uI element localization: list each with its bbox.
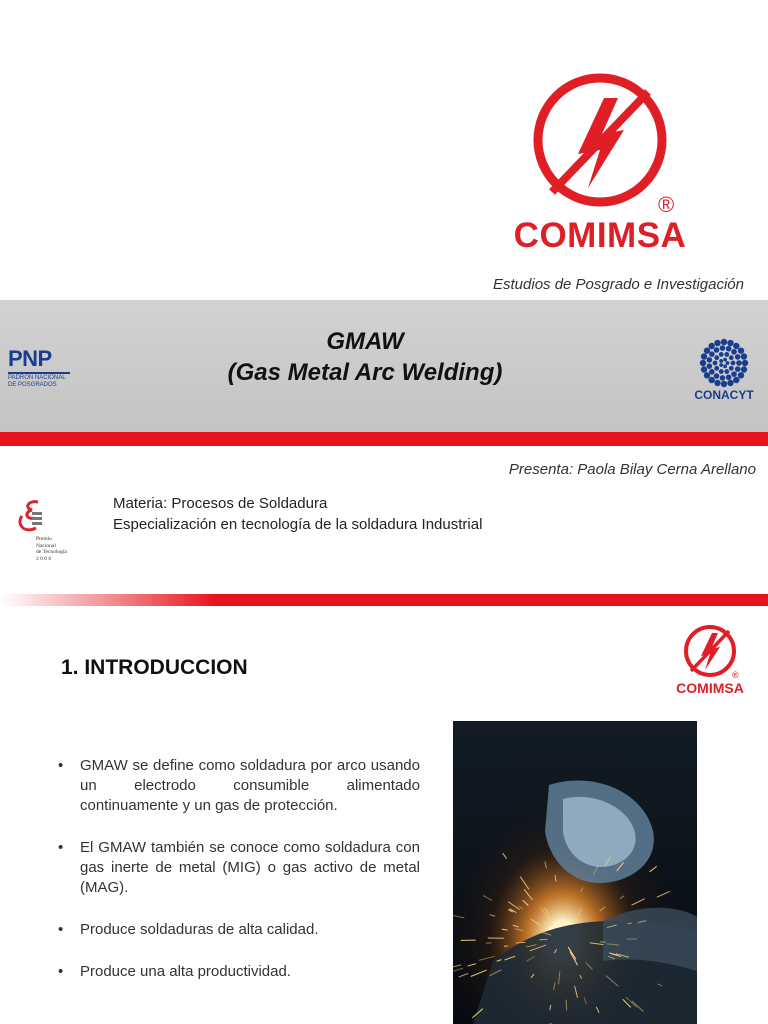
bullet-dot: • [58,839,64,856]
comimsa-logo [500,72,700,262]
premio-emblem-icon [14,498,54,538]
course-info [113,493,613,535]
conacyt-emblem-icon [686,338,762,388]
slide-title [140,326,590,388]
slide-title-line-1: GMAW [326,328,404,355]
section-title: 1. INTRODUCCION [61,656,248,679]
welding-photo [453,721,697,1024]
bullet-list [58,756,420,1004]
materia-line: Materia: Procesos de Soldadura [113,495,328,512]
list-item [58,838,420,898]
registered-mark: ® [732,670,739,680]
comimsa-emblem-icon [668,624,752,682]
premio-text-line-1: Premio [36,536,52,542]
conacyt-name: CONACYT [694,388,754,402]
premio-text-line-3: de Tecnología [36,549,67,555]
pnp-subtitle-1: PADRON NACIONAL [8,375,66,381]
welding-image [453,721,697,1024]
list-item [58,962,420,982]
list-item [58,920,420,940]
comimsa-brand-name: COMIMSA [513,216,687,255]
presenter-name: Presenta: Paola Bilay Cerna Arellano [508,461,756,478]
bullet-text: GMAW se define como soldadura por arco usando un electrodo consumible alimentado continuamente y un gas de protección. [80,757,420,814]
premio-text [36,536,67,562]
bullet-dot: • [58,757,64,774]
pnp-logo [8,348,78,398]
premio-text-line-2: Nacional [36,542,56,549]
list-item [58,756,420,816]
registered-mark: ® [658,192,675,217]
premio-text-line-4: 2 0 0 6 [36,555,52,562]
bullet-dot: • [58,921,64,938]
comimsa-brand-name: COMIMSA [676,680,744,696]
tagline: Estudios de Posgrado e Investigación [493,276,744,293]
pnp-subtitle-2: DE POSGRADOS [8,382,57,388]
premio-nacional-logo [14,498,84,572]
bullet-dot: • [58,963,64,980]
conacyt-logo [686,338,762,408]
bullet-text: Produce una alta productividad. [80,963,291,980]
bullet-text: El GMAW también se conoce como soldadura con gas inerte de metal (MIG) o gas activo de metal (MAG). [80,839,420,896]
pnp-divider [8,372,70,374]
red-divider-bar [0,432,768,446]
gradient-divider-bar [0,594,768,606]
especializacion-line: Especialización en tecnología de la soldadura Industrial [113,516,483,533]
slide-title-line-2: (Gas Metal Arc Welding) [227,359,503,386]
bullet-text: Produce soldaduras de alta calidad. [80,921,319,938]
pnp-acronym: PNP [8,346,52,371]
comimsa-logo-small [668,624,752,698]
